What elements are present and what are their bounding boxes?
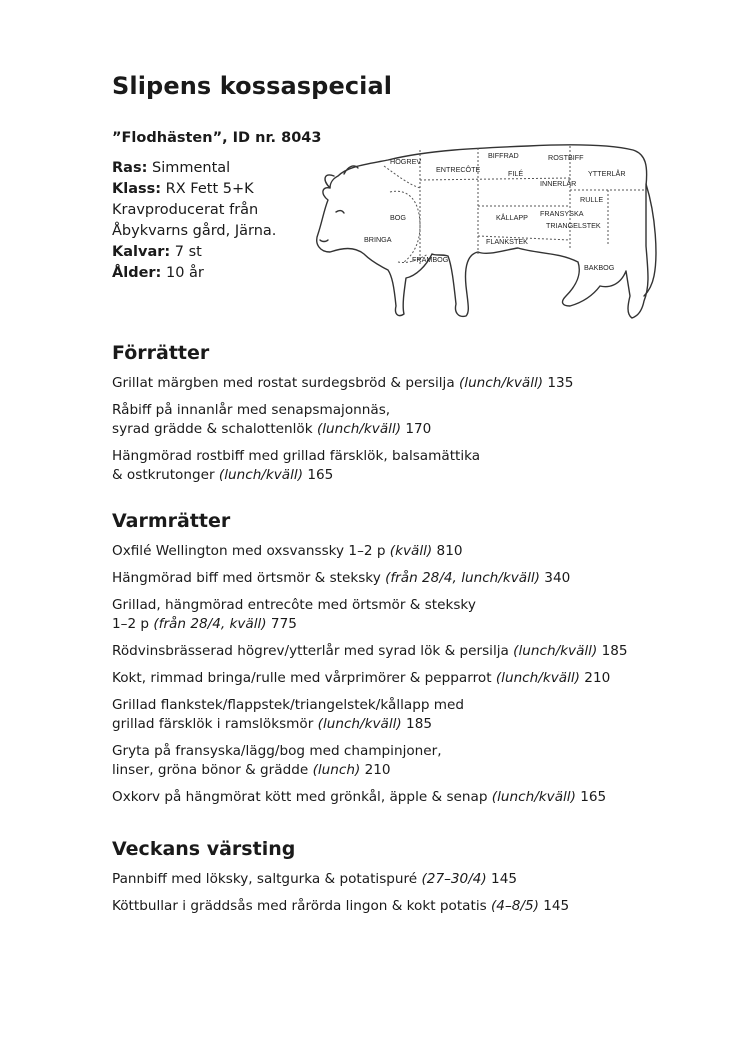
menu-item-line: Hängmörad rostbiff med grillad färsklök, balsamättika — [112, 448, 481, 464]
menu-item-line: Pannbiff med löksky, saltgurka & potatispuré (27–30/4) 145 — [112, 871, 518, 887]
menu-item-line: Köttbullar i gräddsås med rårörda lingon & kokt potatis (4–8/5) 145 — [112, 898, 570, 914]
section-items-forratter — [112, 374, 712, 493]
menu-item — [112, 669, 712, 688]
cut-label-bakbog: BAKBOG — [584, 263, 615, 272]
section-title-veckans-varsting: Veckans värsting — [112, 838, 296, 860]
origin-line-2: Åbykvarns gård, Järna. — [112, 223, 277, 239]
menu-item-line: Grillat märgben med rostat surdegsbröd & persilja (lunch/kväll) 135 — [112, 375, 574, 391]
menu-item — [112, 569, 712, 588]
menu-item — [112, 696, 712, 734]
menu-item-line: Grillad, hängmörad entrecôte med örtsmör & steksky — [112, 597, 476, 613]
menu-item — [112, 642, 712, 661]
cut-label-bringa: BRINGA — [364, 235, 392, 244]
cut-label-biffrad: BIFFRAD — [488, 151, 519, 160]
cut-label-flankstek: FLANKSTEK — [486, 237, 528, 246]
menu-item — [112, 897, 712, 916]
section-title-varmratter: Varmrätter — [112, 510, 231, 532]
menu-item — [112, 742, 712, 780]
menu-item-line: Oxfilé Wellington med oxsvanssky 1–2 p (kväll) 810 — [112, 543, 463, 559]
menu-item-line: 1–2 p (från 28/4, kväll) 775 — [112, 616, 297, 632]
menu-item-line: grillad färsklök i ramslöksmör (lunch/kväll) 185 — [112, 716, 433, 732]
menu-item-line: Gryta på fransyska/lägg/bog med champinjoner, — [112, 743, 442, 759]
menu-item — [112, 788, 712, 807]
menu-item — [112, 447, 712, 485]
calves-line: Kalvar: 7 st — [112, 244, 202, 260]
cut-line-hogrev — [384, 166, 420, 188]
section-items-veckans-varsting — [112, 870, 712, 924]
menu-item-line: Oxkorv på hängmörat kött med grönkål, äpple & senap (lunch/kväll) 165 — [112, 789, 607, 805]
cut-label-frambog: FRAMBOG — [412, 255, 449, 264]
menu-item-line: Råbiff på innanlår med senapsmajonnäs, — [112, 402, 391, 418]
cow-nickname: ”Flodhästen”, ID nr. 8043 — [112, 130, 322, 146]
menu-item — [112, 870, 712, 889]
beef-cuts-diagram — [308, 136, 658, 336]
age-line: Ålder: 10 år — [112, 265, 204, 281]
cut-label-kallapp: KÅLLAPP — [496, 213, 528, 222]
cut-label-rostbiff: ROSTBIFF — [548, 153, 584, 162]
menu-item-line: Rödvinsbrässerad högrev/ytterlår med syrad lök & persilja (lunch/kväll) 185 — [112, 643, 628, 659]
menu-item-line: Hängmörad biff med örtsmör & steksky (från 28/4, lunch/kväll) 340 — [112, 570, 571, 586]
menu-item-line: Grillad flankstek/flappstek/triangelstek/kållapp med — [112, 697, 465, 713]
cut-line-bog — [390, 191, 420, 262]
menu-item-line: linser, gröna bönor & grädde (lunch) 210 — [112, 762, 391, 778]
cut-label-fransyska: FRANSYSKA — [540, 209, 584, 218]
cut-label-bog: BOG — [390, 213, 406, 222]
cut-label-ytterlar: YTTERLÅR — [588, 169, 626, 178]
page-title: Slipens kossaspecial — [112, 72, 393, 100]
breed-line: Ras: Simmental — [112, 160, 231, 176]
menu-item — [112, 401, 712, 439]
menu-item-line: Kokt, rimmad bringa/rulle med vårprimörer & pepparrot (lunch/kväll) 210 — [112, 670, 611, 686]
menu-item — [112, 374, 712, 393]
cow-profile — [112, 128, 322, 284]
cut-label-entrecote: ENTRECÔTE — [436, 165, 481, 174]
cut-label-file: FILÉ — [508, 169, 524, 178]
cut-label-hogrev: HÖGREV — [390, 157, 422, 166]
class-line: Klass: RX Fett 5+K — [112, 181, 254, 197]
cut-label-innerlar: INNERLÅR — [540, 179, 577, 188]
menu-item — [112, 596, 712, 634]
section-items-varmratter — [112, 542, 712, 815]
cut-label-triangelstek: TRIANGELSTEK — [546, 221, 601, 230]
section-title-forratter: Förrätter — [112, 342, 210, 364]
menu-item-line: & ostkrutonger (lunch/kväll) 165 — [112, 467, 334, 483]
menu-item-line: syrad grädde & schalottenlök (lunch/kväll) 170 — [112, 421, 432, 437]
cut-label-rulle: RULLE — [580, 195, 604, 204]
origin-line-1: Kravproducerat från — [112, 202, 259, 218]
menu-item — [112, 542, 712, 561]
